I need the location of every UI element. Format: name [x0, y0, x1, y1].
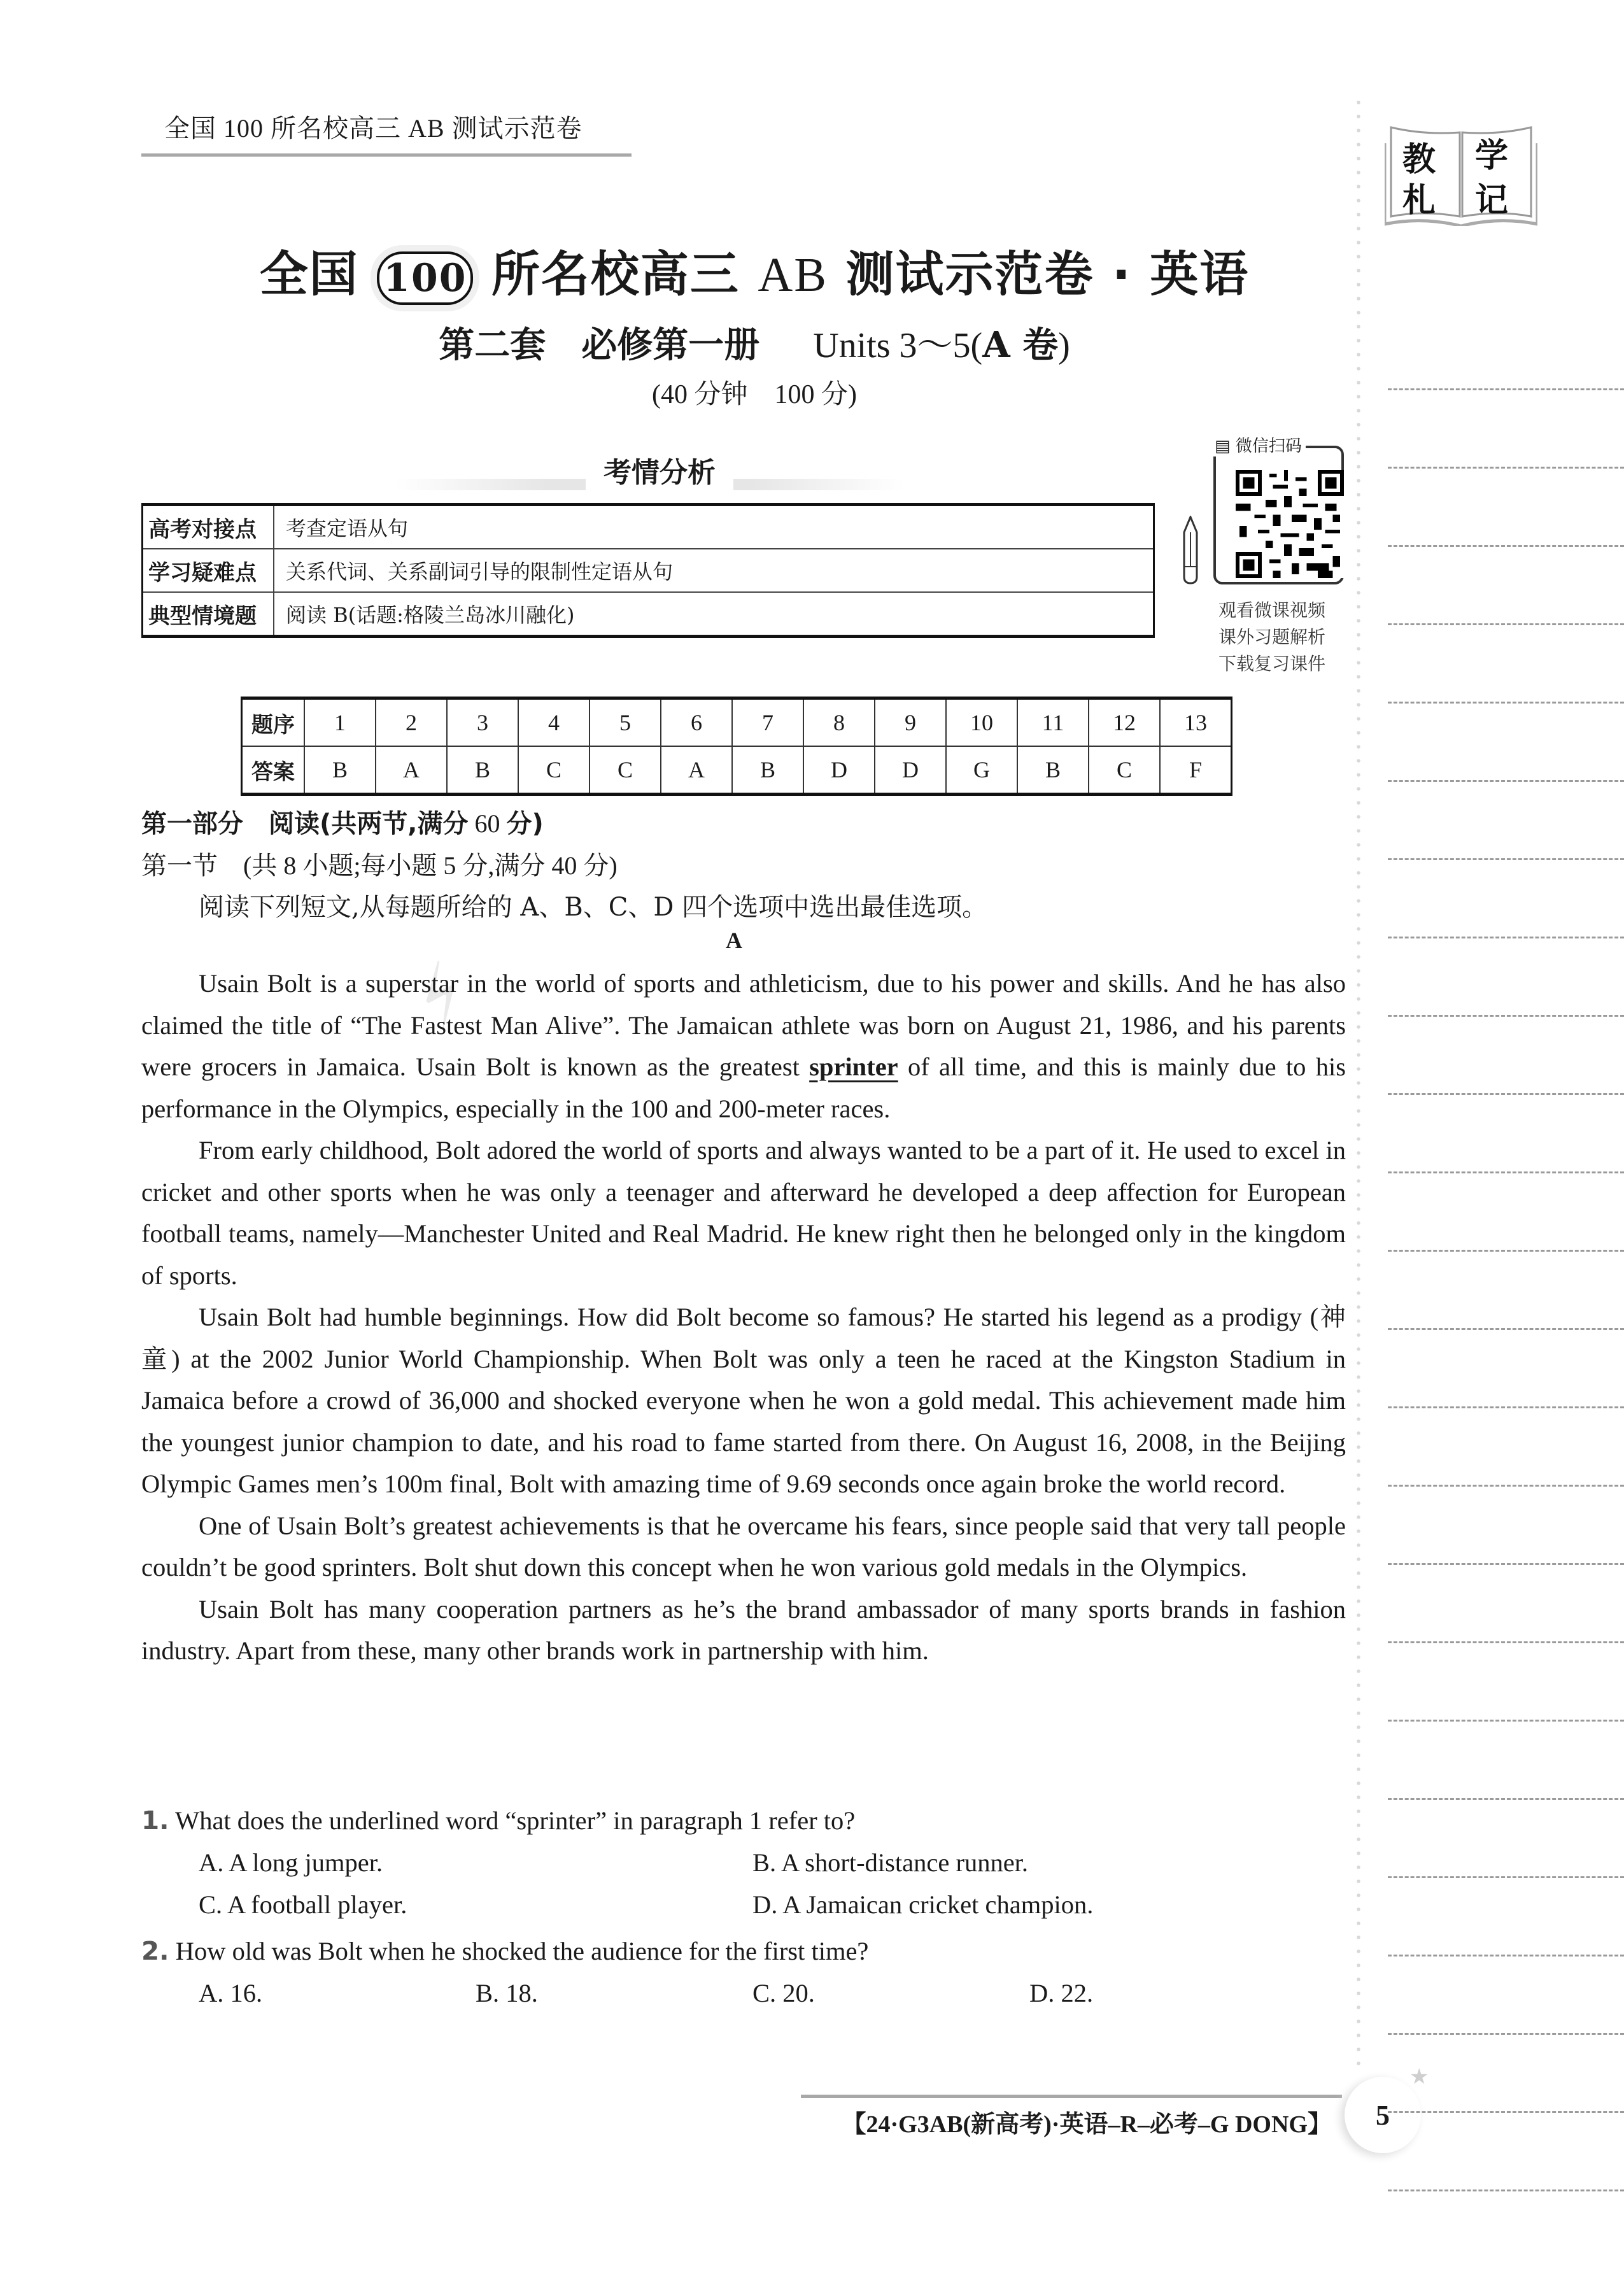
- page-number: 5: [1345, 2077, 1421, 2153]
- paragraph: From early childhood, Bolt adored the world of sports and always wanted to be a part of it. He used to excel in cricket and other sports when he was only a teenager and afterward he developed a deep affection for European football teams, namely—Manchester United and Real Madrid. He knew right then he belonged only in the kingdom of sports.: [141, 1136, 1346, 1290]
- paragraph: Usain Bolt had humble beginnings. How did Bolt become so famous? He started his legend as a prodigy (神童) at the 2002 Junior World Championship. When Bolt was only a teen he raced at the Kingston Stadium in Jamaica before a crowd of 36,000 and shocked everyone when he won a gold medal. This achievement made him the youngest junior champion to date, and his road to fame started from there. On August 16, 2008, in the Beijing Olympic Games men’s 100m final, Bolt with amazing time of 9.69 seconds once again broke the world record.: [141, 1303, 1346, 1498]
- question: [141, 1799, 1346, 1842]
- logo-100: 100: [377, 251, 473, 305]
- time-and-score: (40 分钟 100 分): [652, 380, 857, 409]
- paragraph: One of Usain Bolt’s greatest achievements is that he overcame his fears, since people said that very tall people couldn’t be good sprinters. Bolt shut down this concept when he won various gold medals in the Olympics.: [141, 1511, 1346, 1581]
- option[interactable]: A. A long jumper.: [199, 1848, 383, 1877]
- table-row: [143, 505, 1154, 549]
- analysis-heading: 考情分析: [395, 446, 904, 497]
- table-row: 答案 B A B C C A B D D G B C F: [242, 746, 1232, 795]
- notes-char: 记: [1475, 181, 1509, 220]
- table-row: [143, 549, 1154, 592]
- paper-subtitle: 第二套 必修第一册 Units 3～5(A 卷): [439, 324, 1070, 366]
- option[interactable]: A. 16.: [199, 1979, 263, 2007]
- paragraph: Usain Bolt is a superstar in the world of sports and athleticism, due to his power and skills. And he has also claimed the title of “The Fastest Man Alive”. The Jamaican athlete was born on August 21, 1986, and his parents were grocers in Jamaica. Usain Bolt is known as the greatest sprinter of all time, and this is mainly due to his performance in the Olympics, especially in the 100 and 200-meter races.: [141, 969, 1346, 1123]
- analysis-value: 关系代词、关系副词引导的限制性定语从句: [274, 549, 1154, 592]
- paper-code: 【24·G3AB(新高考)·英语–R–必考–G DONG】: [842, 2111, 1332, 2138]
- question-text: What does the underlined word “sprinter” in paragraph 1 refer to?: [169, 1806, 856, 1835]
- row-header: 答案: [242, 746, 305, 795]
- instruction: 阅读下列短文,从每题所给的 A、B、C、D 四个选项中选出最佳选项。: [199, 893, 988, 922]
- qr-code[interactable]: [1235, 470, 1345, 578]
- analysis-value: 阅读 B(话题:格陵兰岛冰川融化): [274, 592, 1154, 637]
- table-row: 题序 1 2 3 4 5 6 7 8 9 10 11 12 13: [242, 698, 1232, 747]
- option[interactable]: C. 20.: [752, 1979, 815, 2007]
- footer-rule: [801, 2095, 1342, 2098]
- option[interactable]: D. A Jamaican cricket champion.: [752, 1890, 1094, 1919]
- analysis-key: 高考对接点: [143, 505, 274, 549]
- table-row: [143, 592, 1154, 637]
- notes-char: 学: [1475, 136, 1509, 175]
- notes-char: 札: [1402, 181, 1436, 220]
- running-header: [141, 108, 632, 157]
- binding-dots: [1356, 96, 1361, 2069]
- running-header-rule: [141, 153, 632, 157]
- analysis-value: 考查定语从句: [274, 505, 1154, 549]
- question-number: 1.: [141, 1805, 169, 1836]
- analysis-key: 典型情境题: [143, 592, 274, 637]
- question: [141, 1930, 1346, 1972]
- wechat-scan-label: ▤ 微信扫码: [1211, 433, 1306, 456]
- option[interactable]: B. 18.: [476, 1979, 538, 2007]
- note-lines: [1388, 312, 1624, 2191]
- underlined-word: sprinter: [809, 1052, 898, 1081]
- option[interactable]: D. 22.: [1029, 1979, 1094, 2007]
- section-title: 第一节 (共 8 小题;每小题 5 分,满分 40 分): [141, 851, 618, 880]
- running-header-text: 全国 100 所名校高三 AB 测试示范卷: [164, 114, 583, 143]
- part-title: 第一部分 阅读(共两节,满分 60 分): [141, 809, 544, 838]
- page-title: 全国 100 所名校高三 AB 测试示范卷 · 英语: [229, 236, 1280, 305]
- option[interactable]: C. A football player.: [199, 1890, 407, 1919]
- row-header: 题序: [242, 698, 305, 747]
- analysis-key: 学习疑难点: [143, 549, 274, 592]
- paragraph: Usain Bolt has many cooperation partners as he’s the brand ambassador of many sports brands in fashion industry. Apart from these, many other brands work in partnership with him.: [141, 1594, 1346, 1665]
- star-icon: ★: [1409, 2065, 1429, 2089]
- question-text: How old was Bolt when he shocked the audience for the first time?: [169, 1937, 869, 1965]
- notes-char: 教: [1402, 140, 1436, 179]
- book-search-icon: ▤: [1215, 437, 1231, 456]
- options: [141, 1972, 1346, 2014]
- answer-table: [241, 697, 1232, 796]
- open-book-icon: [1385, 115, 1537, 226]
- analysis-table: [141, 503, 1155, 638]
- reading-passage: [141, 963, 1346, 1672]
- option[interactable]: B. A short-distance runner.: [752, 1848, 1029, 1877]
- questions: [141, 1799, 1346, 2014]
- passage-label: A: [726, 928, 742, 953]
- notes-column: [1356, 96, 1624, 2069]
- watermark: ⚡: [393, 945, 491, 1048]
- options: [141, 1842, 1346, 1926]
- pencil-icon: [1183, 516, 1198, 586]
- question-number: 2.: [141, 1935, 169, 1966]
- footer: [801, 2095, 1342, 2139]
- qr-description: 观看微课视频 课外习题解析 下载复习课件: [1218, 600, 1325, 674]
